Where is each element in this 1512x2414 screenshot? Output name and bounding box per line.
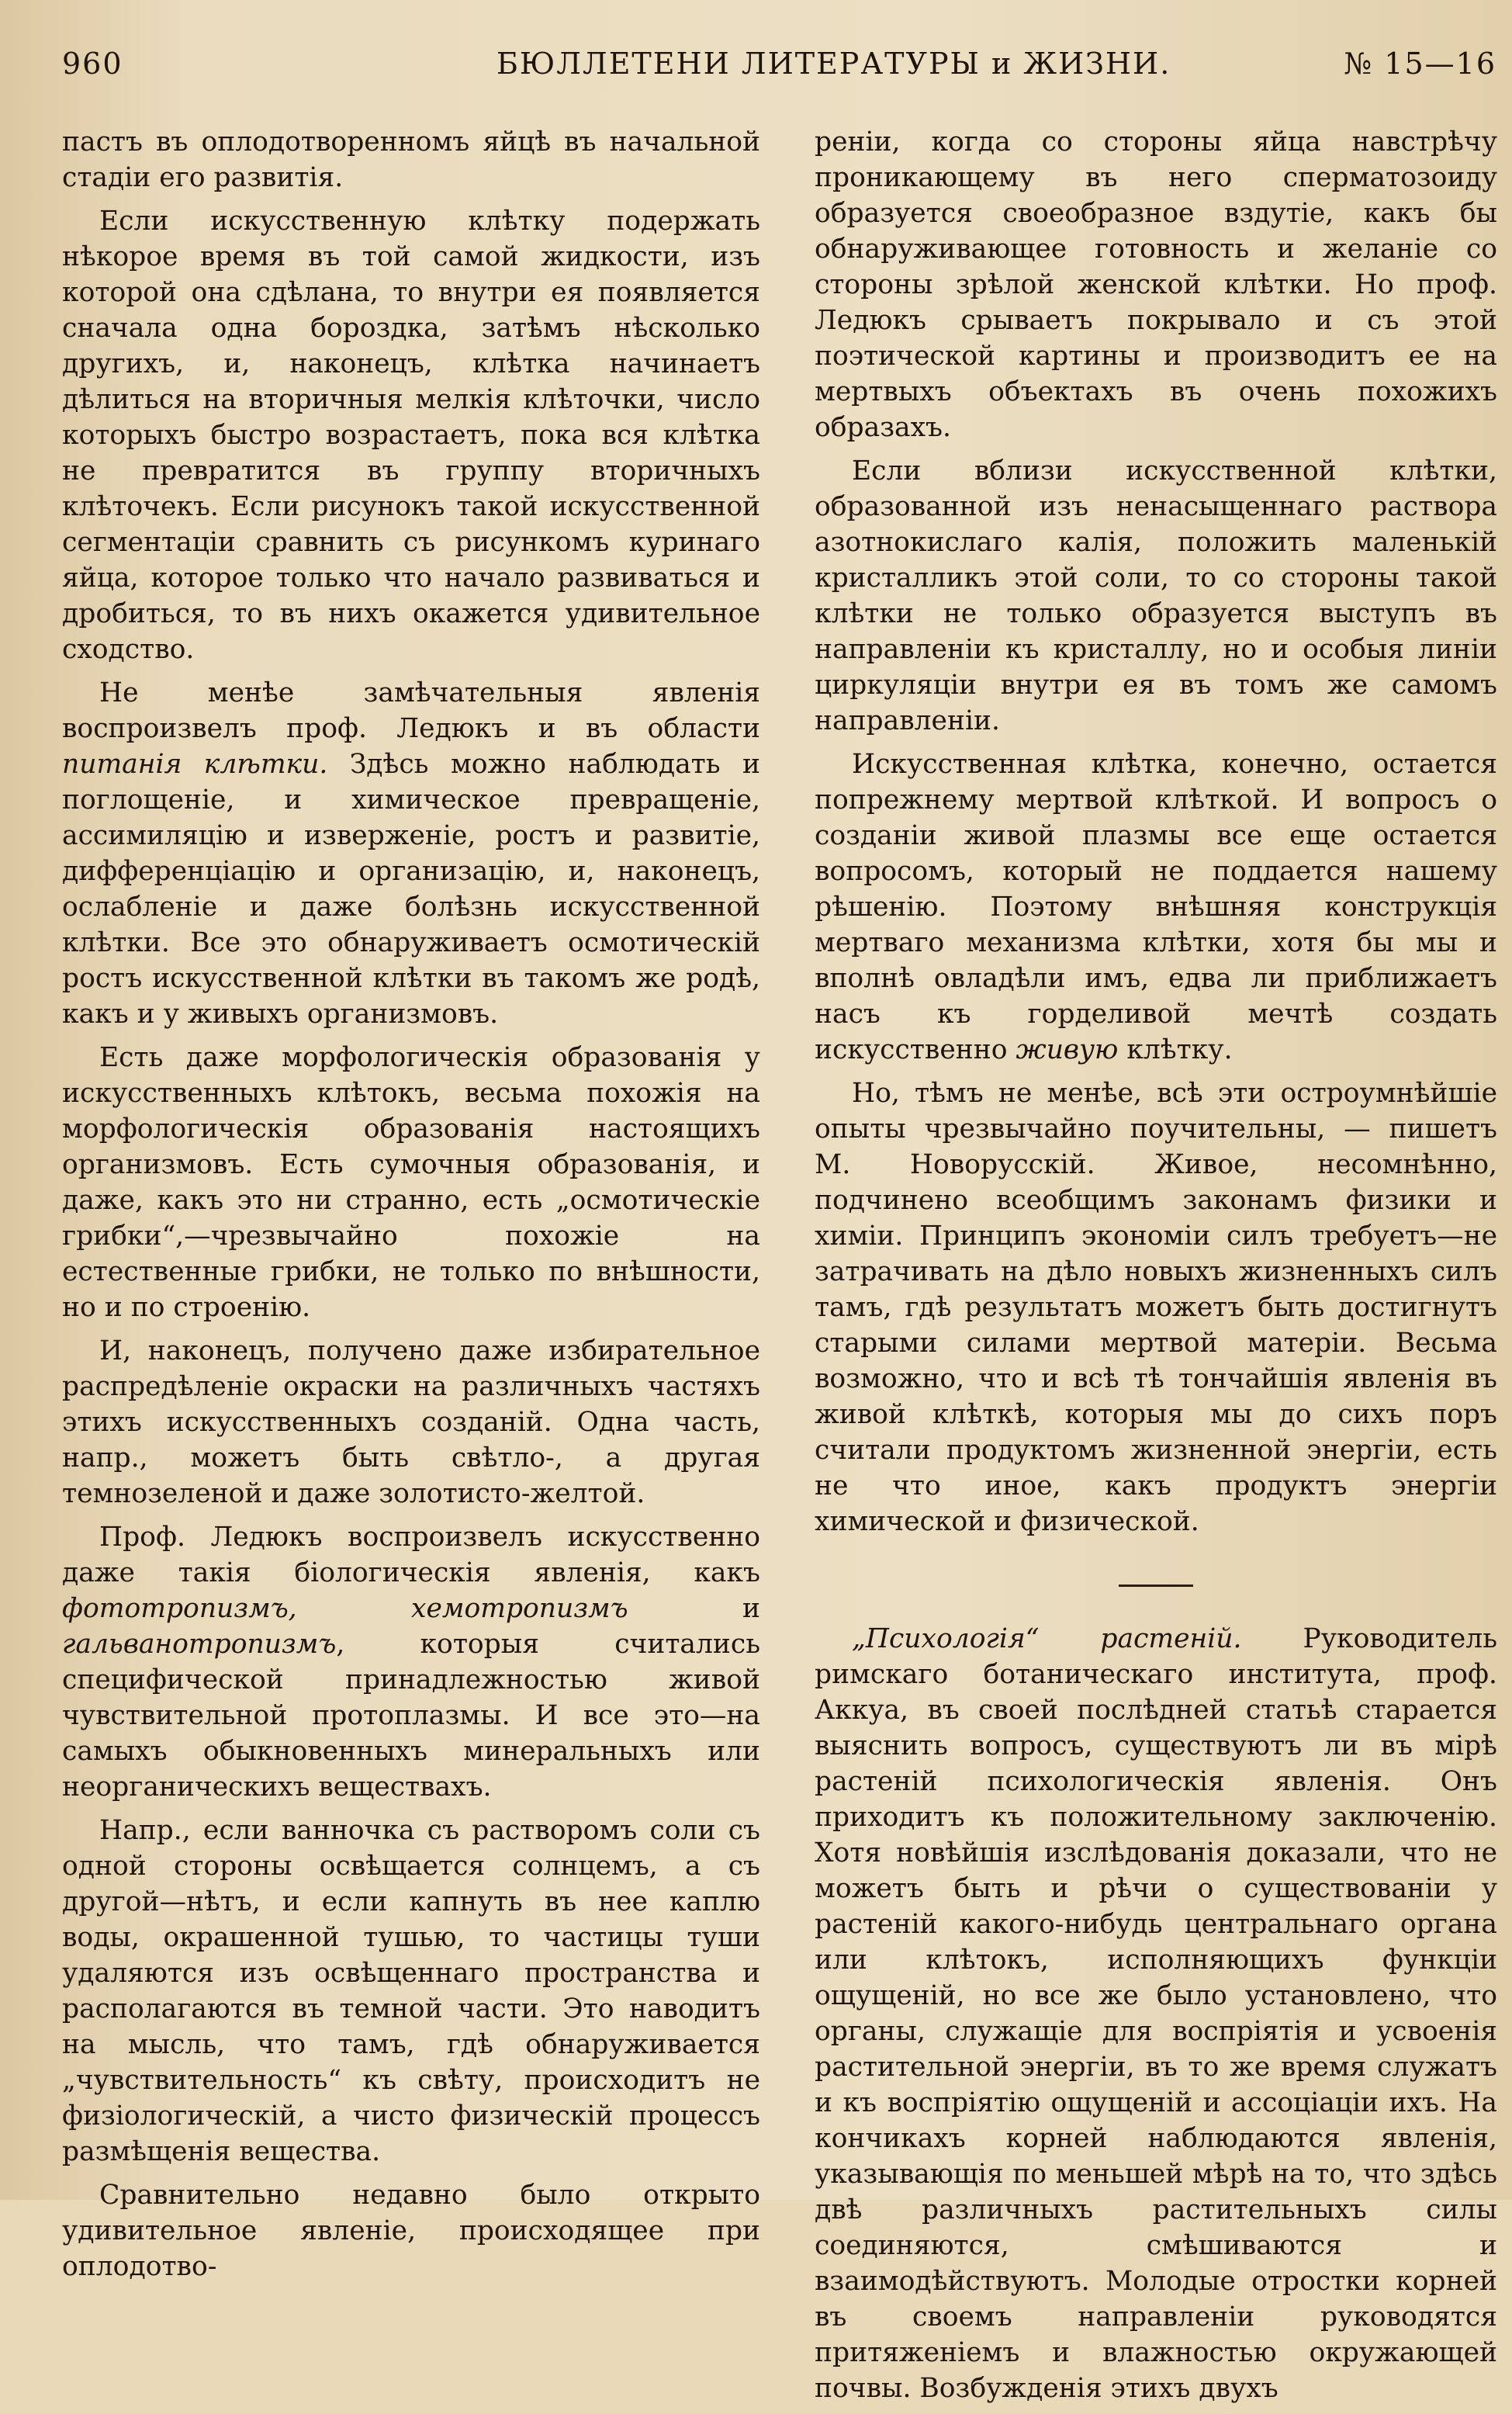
italic-term: гальванотропизмъ	[62, 1629, 337, 1660]
paragraph: Не менѣе замѣчательныя явленія воспроизвелъ проф. Ледюкъ и въ области питанія клѣтки. Здѣсь можно наблюдать и поглощеніе, и химическое превращеніе, ассимиляцію и изверженіе, ростъ и развитіе, дифференціацію и организацію, и, наконецъ, ослабленіе и даже болѣзнь искусственной клѣтки. Все это обнаруживаетъ осмотическій ростъ искусственной клѣтки въ такомъ же родѣ, какъ и у живыхъ организмовъ.	[62, 677, 760, 1030]
section-title: „Психологія“ растеній.	[852, 1623, 1242, 1654]
paragraph: Если искусственную клѣтку подержать нѣкорое время въ той самой жидкости, изъ которой она сдѣлана, то внутри ея появляется сначала одна бороздка, затѣмъ нѣсколько другихъ, и, наконецъ, клѣтка начинаетъ дѣлиться на вторичныя мелкія клѣточки, число которыхъ быстро возрастаетъ, пока вся клѣтка не превратится въ группу вторичныхъ клѣточекъ. Если рисунокъ такой искусственной сегментаціи сравнить съ рисункомъ куринаго яйца, которое только что начало развиваться и дробиться, то въ нихъ окажется удивительное сходство.	[62, 206, 760, 665]
page-number: 960	[62, 47, 123, 81]
paragraph: реніи, когда со стороны яйца навстрѣчу проникающему въ него сперматозоиду образуется своеобразное вздутіе, какъ бы обнаруживающее готовность и желаніе со стороны зрѣлой женской клѣтки. Но проф. Ледюкъ срываетъ покрывало и съ этой поэтической картины и производитъ ее на мертвыхъ объектахъ въ очень похожихъ образахъ.	[815, 126, 1497, 443]
journal-title: БЮЛЛЕТЕНИ ЛИТЕРАТУРЫ и ЖИЗНИ.	[497, 47, 1171, 81]
paragraph: И, наконецъ, получено даже избирательное распредѣленіе окраски на различныхъ частяхъ этихъ искусственныхъ созданій. Одна часть, напр., можетъ быть свѣтло-, а другая темнозеленой и даже золотисто-желтой.	[62, 1335, 760, 1509]
paragraph: Проф. Ледюкъ воспроизвелъ искусственно даже такія біологическія явленія, какъ фототропизмъ, хемотропизмъ и гальванотропизмъ, которыя считались специфической принадлежностью живой чувствительной протоплазмы. И все это—на самыхъ обыкновенныхъ минеральныхъ или неорганическихъ веществахъ.	[62, 1522, 760, 1803]
italic-term: фототропизмъ, хемотропизмъ	[62, 1593, 628, 1624]
paragraph: Сравнительно недавно было открыто удивительное явленіе, происходящее при оплодотво-	[62, 2180, 760, 2282]
paragraph: Искусственная клѣтка, конечно, остается попрежнему мертвой клѣткой. И вопросъ о созданіи живой плазмы все еще остается вопросомъ, который не поддается нашему рѣшенію. Поэтому внѣшняя конструкція мертваго механизма клѣтки, хотя бы мы и вполнѣ овладѣли имъ, едва ли приближаетъ насъ къ горделивой мечтѣ создать искусственно живую клѣтку.	[815, 749, 1497, 1065]
right-column	[815, 124, 1497, 2414]
paragraph: „Психологія“ растеній. Руководитель римскаго ботаническаго института, проф. Аккуа, въ своей послѣдней статьѣ старается выяснить вопросъ, существуютъ ли въ мірѣ растеній психологическія явленія. Онъ приходитъ къ положительному заключенію. Хотя новѣйшія изслѣдованія доказали, что не можетъ быть и рѣчи о существованіи у растеній какого-нибудь центральнаго органа или клѣтокъ, исполняющихъ функціи ощущеній, но все же было установлено, что органы, служащіе для воспріятія и усвоенія растительной энергіи, въ то же время служатъ и къ воспріятію ощущеній и ассоціаціи ихъ. На кончикахъ корней наблюдаются явленія, указывающія по меньшей мѣрѣ на то, что здѣсь двѣ различныхъ растительныхъ силы соединяются, смѣшиваются и взаимодѣйствуютъ. Молодые отростки корней въ своемъ направленіи руководятся притяженіемъ и влажностью окружающей почвы. Возбужденія этихъ двухъ	[815, 1623, 1497, 2404]
paragraph: пастъ въ оплодотворенномъ яйцѣ въ начальной стадіи его развитія.	[62, 126, 760, 193]
italic-term: питанія клѣтки.	[62, 749, 328, 780]
section-divider	[1119, 1585, 1193, 1587]
italic-term: живую	[1015, 1034, 1119, 1065]
paragraph: Напр., если ванночка съ растворомъ соли съ одной стороны освѣщается солнцемъ, а съ другой—нѣтъ, и если капнуть въ нее каплю воды, окрашенной тушью, то частицы туши удаляются изъ освѣщеннаго пространства и располагаются въ темной части. Это наводитъ на мысль, что тамъ, гдѣ обнаруживается „чувствительность“ къ свѣту, происходитъ не физіологическій, а чисто физическій процессъ размѣщенія вещества.	[62, 1815, 760, 2167]
paragraph: Есть даже морфологическія образованія у искусственныхъ клѣтокъ, весьма похожія на морфологическія образованія настоящихъ организмовъ. Есть сумочныя образованія, и даже, какъ это ни странно, есть „осмотическіе грибки“,—чрезвычайно похожіе на естественные грибки, не только по внѣшности, но и по строенію.	[62, 1042, 760, 1323]
issue-number: № 15—16	[1344, 47, 1496, 81]
left-column	[62, 124, 760, 2292]
paragraph: Но, тѣмъ не менѣе, всѣ эти остроумнѣйшіе опыты чрезвычайно поучительны, — пишетъ М. Новорусскій. Живое, несомнѣнно, подчинено всеобщимъ законамъ физики и химіи. Принципъ экономіи силъ требуетъ—не затрачивать на дѣло новыхъ жизненныхъ силъ тамъ, гдѣ результатъ можетъ быть достигнутъ старыми силами мертвой матеріи. Весьма возможно, что и всѣ тѣ тончайшія явленія въ живой клѣткѣ, которыя мы до сихъ поръ считали продуктомъ жизненной энергіи, есть не что иное, какъ продуктъ энергіи химической и физической.	[815, 1078, 1497, 1537]
paragraph: Если вблизи искусственной клѣтки, образованной изъ ненасыщеннаго раствора азотнокислаго калія, положить маленькій кристалликъ этой соли, то со стороны такой клѣтки не только образуется выступъ въ направленіи къ кристаллу, но и особыя линіи циркуляціи внутри ея въ томъ же самомъ направленіи.	[815, 455, 1497, 736]
page-header	[54, 40, 1496, 95]
